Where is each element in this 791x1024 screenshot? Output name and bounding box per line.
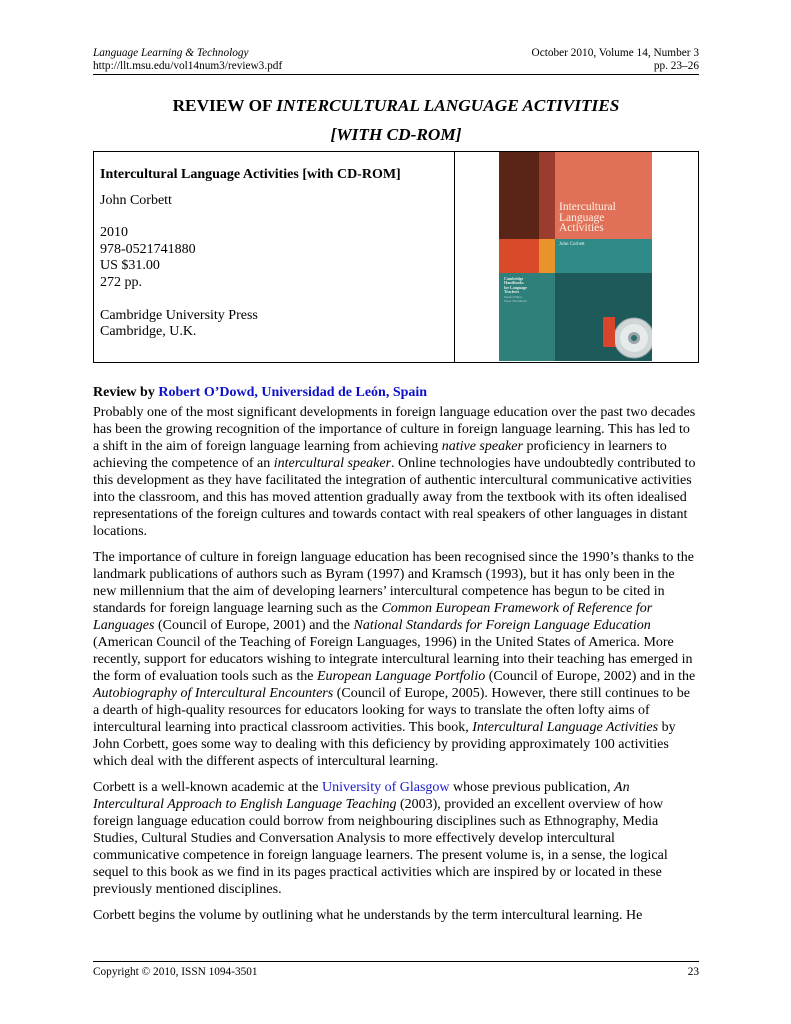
book-pages: 272 pp.	[100, 274, 142, 290]
page-number: 23	[687, 966, 699, 978]
reviewer-line: Review by Robert O’Dowd, Universidad de León, Spain	[93, 385, 428, 400]
paragraph-3: Corbett is a well-known academic at the University of Glasgow whose previous publication, An Intercultural Approach to English Language Teaching (2003), provided an excellent overview of how foreign language education could borrow from neighbouring disciplines such as Ethnography, Media Studies, Cultural Studies and Conversation Analysis to more effectively develop intercultural communicative competence in foreign language learners. The present volume is, in a sense, the logical sequel to this book as we find in its pages practical activities which are inspired by or located in these previously mentioned disciplines.	[93, 780, 668, 897]
book-info-box	[93, 151, 699, 363]
cover-series: Cambridge Handbooks for Language Teachers	[504, 276, 527, 294]
book-cover-image	[499, 152, 652, 361]
title-prefix: REVIEW OF	[172, 96, 277, 115]
cd-rom-label-icon	[603, 317, 615, 347]
cd-rom-disc-icon	[612, 316, 652, 360]
footer	[93, 966, 699, 979]
article-url-link[interactable]: http://llt.msu.edu/vol14num3/review3.pdf	[93, 60, 283, 72]
paragraph-4: Corbett begins the volume by outlining what he understands by the term intercultural learning. He	[93, 908, 643, 923]
book-publisher: Cambridge University Press	[100, 307, 258, 323]
copyright: Copyright © 2010, ISSN 1094-3501	[93, 966, 258, 978]
box-divider	[454, 152, 455, 362]
review-body	[93, 384, 699, 933]
book-title: Intercultural Language Activities [with CD-ROM]	[100, 167, 401, 182]
article-title	[93, 91, 699, 149]
book-place: Cambridge, U.K.	[100, 324, 197, 340]
journal-name: Language Learning & Technology	[93, 47, 249, 59]
paragraph-2: The importance of culture in foreign language education has been recognised since the 1990’s thanks to the landmark publications of authors such as Byram (1997) and Kramsch (1993), but it has only been in the new millennium that the aim of developing learners’ intercultural competence has begun to be cited in standards for foreign language learning such as the Common European Framework of Reference for Languages (Council of Europe, 2001) and the National Standards for Foreign Language Education (American Council of the Teaching of Foreign Languages, 1996) in the United States of America. More recently, support for educators wishing to integrate intercultural learning into their teaching has emerged in the form of evaluation tools such as the European Language Portfolio (Council of Europe, 2002) and in the Autobiography of Intercultural Encounters (Council of Europe, 2005). However, there still continues to be a dearth of high-quality resources for educators looking for ways to translate the often lofty aims of intercultural learning into practical classroom activities. This book, Intercultural Language Activities by John Corbett, goes some way to dealing with this deficiency by providing approximately 100 activities which deal with the different aspects of intercultural learning.	[93, 550, 696, 769]
cover-author: John Corbett	[559, 242, 585, 247]
title-italic-line1: INTERCULTURAL LANGUAGE ACTIVITIES	[276, 96, 620, 115]
issue-info: October 2010, Volume 14, Number 3	[531, 47, 699, 59]
header-rule	[93, 74, 699, 75]
book-price: US $31.00	[100, 258, 160, 274]
book-author: John Corbett	[100, 192, 172, 208]
book-year: 2010	[100, 225, 128, 241]
reviewer-link[interactable]: Robert O’Dowd, Universidad de León, Spain	[158, 385, 428, 400]
page	[93, 0, 699, 1024]
university-of-glasgow-link[interactable]: University of Glasgow	[321, 780, 450, 795]
page-range: pp. 23–26	[653, 60, 699, 72]
book-isbn: 978-0521741880	[100, 241, 196, 257]
footer-rule	[93, 961, 699, 962]
paragraph-1: Probably one of the most significant developments in foreign language education over the past two decades has been the growing recognition of the importance of culture in foreign language learning. This has led to a shift in the aim of foreign language learning from achieving native speaker proficiency in learners to achieving the competence of an intercultural speaker. Online technologies have undoubtedly contributed to this development as they have facilitated the integration of authentic intercultural communicative activities into the classroom, and this has moved attention gradually away from the textbook with its often idealised representations of the foreign cultures and towards contact with real speakers of other languages in distant locations.	[93, 405, 696, 539]
cover-title: Intercultural Language Activities	[559, 201, 616, 234]
cover-series-editor: Series Editor Scott Thornbury	[504, 295, 527, 303]
title-italic-line2: [WITH CD-ROM]	[330, 125, 462, 144]
book-details	[100, 167, 401, 341]
